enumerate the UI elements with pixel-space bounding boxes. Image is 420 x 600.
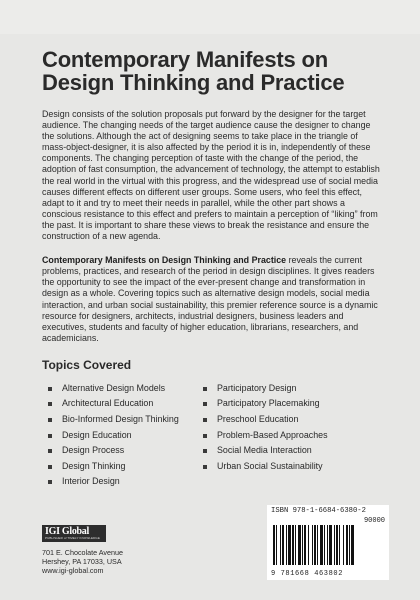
barcode-box: [267, 505, 389, 580]
bullet-icon: [203, 387, 207, 391]
publisher-logo-name: IGI Global: [45, 526, 89, 537]
topics-list: [42, 381, 382, 490]
topic-label: Participatory Design: [217, 382, 297, 393]
bullet-icon: [48, 434, 52, 438]
topic-label: Participatory Placemaking: [217, 398, 320, 409]
bullet-icon: [203, 402, 207, 406]
description-paragraph: Design consists of the solution proposals put forward by the designer for the target audience. The changing needs of the target audience cause the designer to change the solutions. Although the act of designing seems to take place in the triangle of mass-object-designer, it is also affected by the period it is in, independently of these components. The changing perception of taste with the change of the period, the adoption of fast consumption, the advancement of technology, the attempt to establish the real world in the virtual with this progress, and the widespread use of social media causes different effects on different user groups. Some users, who feel this effect, adapt to it and try to meet their needs in parallel, while the other part shows a conscious resistance to this effect and prefers to maintain a perception of “liking” from the past. It is important to share these views to break the resistance and ensure the construction of a new agenda.: [42, 109, 380, 242]
topic-label: Bio-Informed Design Thinking: [62, 414, 179, 425]
book-title-line-2: Design Thinking and Practice: [42, 70, 345, 95]
topic-item: [48, 459, 203, 475]
topic-item: [48, 396, 203, 412]
barcode-icon: [273, 525, 383, 569]
bullet-icon: [203, 449, 207, 453]
isbn-label: ISBN 978-1-6684-6380-2: [271, 507, 366, 515]
topic-label: Social Media Interaction: [217, 445, 312, 456]
topic-item: [48, 474, 203, 490]
topic-label: Urban Social Sustainability: [217, 460, 323, 471]
topic-item: [48, 381, 203, 397]
barcode-digits: 9 781668 463802: [271, 570, 344, 578]
topic-item: [48, 428, 203, 444]
topic-item: [203, 412, 373, 428]
bullet-icon: [48, 402, 52, 406]
bullet-icon: [48, 387, 52, 391]
topic-label: Design Education: [62, 429, 132, 440]
bullet-icon: [203, 434, 207, 438]
bullet-icon: [48, 465, 52, 469]
topic-label: Preschool Education: [217, 414, 299, 425]
summary-book-title: Contemporary Manifests on Design Thinking and Practice: [42, 255, 287, 266]
topic-item: [48, 412, 203, 428]
topics-column-1: [48, 381, 203, 490]
address-line-1: 701 E. Chocolate Avenue: [42, 548, 123, 557]
publisher-logo: [42, 525, 106, 542]
topic-item: [203, 396, 373, 412]
topic-label: Interior Design: [62, 476, 120, 487]
publisher-website: www.igi-global.com: [42, 566, 104, 576]
bullet-icon: [203, 418, 207, 422]
topic-item: [203, 381, 373, 397]
back-cover-content: [42, 48, 382, 490]
publisher-address: [42, 548, 123, 576]
topic-label: Design Thinking: [62, 460, 126, 471]
top-band: [0, 0, 420, 34]
bullet-icon: [48, 480, 52, 484]
bullet-icon: [48, 449, 52, 453]
book-title: [42, 48, 382, 94]
price-code: 90000: [363, 517, 385, 525]
topics-heading: Topics Covered: [42, 357, 132, 372]
publisher-logo-tagline: PUBLISHER of TIMELY KNOWLEDGE: [45, 536, 100, 540]
topic-label: Design Process: [62, 445, 125, 456]
topic-item: [48, 443, 203, 459]
topic-label: Problem-Based Approaches: [217, 429, 328, 440]
bullet-icon: [48, 418, 52, 422]
bullet-icon: [203, 465, 207, 469]
summary-paragraph: [42, 255, 382, 344]
topic-item: [203, 428, 373, 444]
topic-item: [203, 443, 373, 459]
topic-label: Alternative Design Models: [62, 382, 166, 393]
topic-label: Architectural Education: [62, 398, 154, 409]
topic-item: [203, 459, 373, 475]
address-line-2: Hershey, PA 17033, USA: [42, 557, 122, 567]
book-title-line-1: Contemporary Manifests on: [42, 47, 328, 72]
summary-text: reveals the current problems, practices, and research of the period in design disciplines. It gives readers the opportunity to see the impact of the ever-present change and transformation in design as a whole. Covering topics such as alternative design models, social media interaction, and urban social sustainability, this premier reference source is a dynamic resource for designers, architects, industrial designers, business leaders and executives, students and faculty of higher education, librarians, researchers, and academicians.: [42, 255, 378, 343]
topics-column-2: [203, 381, 373, 490]
